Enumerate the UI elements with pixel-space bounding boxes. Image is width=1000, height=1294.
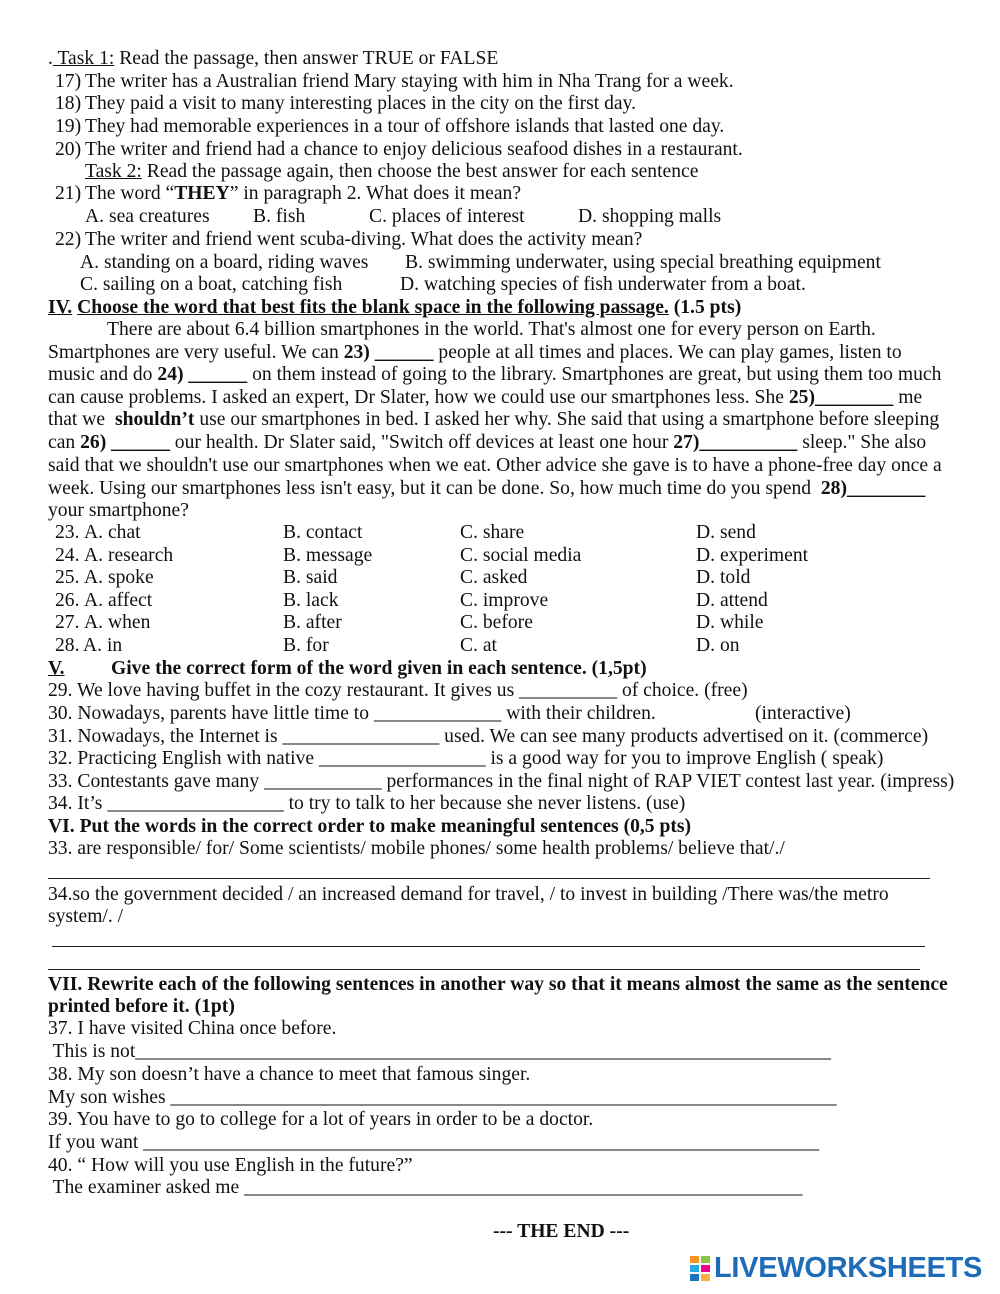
passage-line-7 bbox=[48, 455, 942, 477]
option-b: B. fish bbox=[253, 206, 306, 227]
liveworksheets-logo-text: LIVEWORKSHEETS bbox=[714, 1252, 983, 1284]
rewrite-question-39: 39. You have to go to college for a lot of years in order to be a doctor. bbox=[48, 1109, 594, 1130]
question-text: They paid a visit to many interesting places in the city on the first day. bbox=[85, 93, 637, 114]
passage-line-8 bbox=[48, 478, 925, 500]
answer-blank-26[interactable]: 26) ______ bbox=[80, 432, 170, 453]
task1-instruction: Read the passage, then answer TRUE or FALSE bbox=[114, 48, 499, 69]
question-text: 34. It’s bbox=[48, 793, 108, 814]
passage-text: week. Using our smartphones less isn't easy, but it can be done. So, how much time do you spend bbox=[48, 478, 821, 499]
word-form-question-32 bbox=[48, 748, 883, 770]
passage-line-4 bbox=[48, 387, 922, 409]
cloze-options-25 bbox=[0, 567, 1000, 589]
section-title: Give the correct form of the word given in each sentence. (1,5pt) bbox=[111, 658, 647, 679]
question-text: to try to talk to her because she never listens. (use) bbox=[283, 793, 686, 814]
option-number: 23. bbox=[55, 522, 80, 543]
question-text: The writer and friend had a chance to enjoy delicious seafood dishes in a restaurant. bbox=[85, 139, 743, 160]
question-number: 17) bbox=[55, 71, 82, 92]
passage-text: said that we shouldn't use our smartphones when we eat. Other advice she gave is to have a phone-free day once a bbox=[48, 455, 942, 476]
passage-line-9 bbox=[48, 500, 189, 522]
passage-text: sleep." She also bbox=[797, 432, 927, 453]
question-body bbox=[48, 703, 656, 725]
reorder-question-34-continued: system/. / bbox=[48, 906, 124, 927]
option-a: A. in bbox=[83, 635, 123, 656]
tf-question-18 bbox=[55, 93, 636, 115]
answer-prompt: If you want bbox=[48, 1132, 144, 1153]
passage-text: our health. Dr Slater said, "Switch off devices at least one hour bbox=[169, 432, 674, 453]
section-numeral: IV. bbox=[48, 297, 73, 318]
mc-options-22-row2 bbox=[0, 274, 1000, 296]
rewrite-answer-39 bbox=[48, 1132, 819, 1154]
option-c: C. before bbox=[460, 612, 533, 633]
option-d: D. shopping malls bbox=[578, 206, 722, 227]
answer-blank-25[interactable]: 25)________ bbox=[788, 387, 894, 408]
task2-heading bbox=[85, 161, 698, 183]
liveworksheets-logo-icon bbox=[690, 1255, 710, 1281]
rewrite-answer-40 bbox=[48, 1177, 802, 1199]
word-form-question-29 bbox=[48, 680, 748, 702]
option-c: C. share bbox=[460, 522, 525, 543]
question-text: The word “ bbox=[85, 183, 175, 204]
passage-text: Smartphones are very useful. We can bbox=[48, 342, 344, 363]
passage-text: that we bbox=[48, 409, 115, 430]
passage-text: can cause problems. I asked an expert, Dr Slater, how we could use our smartphones less. She bbox=[48, 387, 789, 408]
answer-blank[interactable]: _______________________________________________________________________ bbox=[135, 1041, 831, 1062]
question-text: The writer has a Australian friend Mary staying with him in Nha Trang for a week. bbox=[85, 71, 734, 92]
answer-line[interactable] bbox=[48, 969, 920, 970]
question-text: used. We can see many products advertised on it. (commerce) bbox=[439, 726, 929, 747]
option-d: D. attend bbox=[696, 590, 768, 611]
reorder-question-33: 33. are responsible/ for/ Some scientists/ mobile phones/ some health problems/ believe that/./ bbox=[48, 838, 785, 859]
option-b: B. swimming underwater, using special breathing equipment bbox=[405, 252, 881, 273]
question-text: of choice. (free) bbox=[617, 680, 748, 701]
option-number: 24. bbox=[55, 545, 80, 566]
word-hint: (interactive) bbox=[755, 703, 851, 724]
option-c: C. improve bbox=[460, 590, 549, 611]
question-text: ” in paragraph 2. What does it mean? bbox=[229, 183, 522, 204]
option-number: 26. bbox=[55, 590, 80, 611]
question-text: 29. We love having buffet in the cozy restaurant. It gives us bbox=[48, 680, 520, 701]
option-number: 27. bbox=[55, 612, 80, 633]
mc-question-21 bbox=[55, 183, 521, 205]
answer-blank[interactable]: ____________ bbox=[264, 771, 382, 792]
answer-blank[interactable]: ________________ bbox=[282, 726, 440, 747]
word-form-question-34 bbox=[48, 793, 685, 815]
answer-prompt: This is not bbox=[48, 1041, 136, 1062]
section7-heading: VII. Rewrite each of the following sentences in another way so that it means almost the same as the sentence bbox=[48, 974, 948, 995]
tf-question-20 bbox=[55, 139, 743, 161]
cloze-options-24 bbox=[0, 545, 1000, 567]
passage-text: music and do bbox=[48, 364, 158, 385]
question-text: is a good way for you to improve English ( speak) bbox=[485, 748, 884, 769]
section-numeral: V. bbox=[48, 658, 65, 679]
word-form-question-30 bbox=[0, 703, 1000, 725]
section5-heading bbox=[0, 658, 1000, 680]
option-number: 28. bbox=[55, 635, 80, 656]
passage-text: people at all times and places. We can play games, listen to bbox=[433, 342, 902, 363]
option-a: A. affect bbox=[84, 590, 153, 611]
option-number: 25. bbox=[55, 567, 80, 588]
answer-blank[interactable]: _________________________________________________________ bbox=[244, 1177, 803, 1198]
cloze-options-23 bbox=[0, 522, 1000, 544]
rewrite-question-37: 37. I have visited China once before. bbox=[48, 1018, 337, 1039]
answer-blank[interactable]: _________________ bbox=[319, 748, 486, 769]
mc-question-22 bbox=[55, 229, 642, 251]
question-text: They had memorable experiences in a tour of offshore islands that lasted one day. bbox=[85, 116, 725, 137]
word-form-question-33 bbox=[48, 771, 954, 793]
rewrite-answer-38 bbox=[48, 1087, 837, 1109]
option-c: C. at bbox=[460, 635, 498, 656]
question-number: 21) bbox=[55, 183, 82, 204]
option-a: A. research bbox=[84, 545, 174, 566]
passage-line-3 bbox=[48, 364, 941, 386]
cloze-options-27 bbox=[0, 612, 1000, 634]
reorder-question-34: 34.so the government decided / an increased demand for travel, / to invest in building /There was/the metro bbox=[48, 884, 889, 905]
question-text: 30. Nowadays, parents have little time to bbox=[48, 703, 374, 724]
passage-line-5 bbox=[48, 409, 939, 431]
tf-question-17 bbox=[55, 71, 734, 93]
passage-emphasis: shouldn’t bbox=[114, 409, 195, 430]
question-text: with their children. bbox=[501, 703, 656, 724]
answer-blank-27[interactable]: 27)__________ bbox=[673, 432, 798, 453]
passage-text: your smartphone? bbox=[48, 500, 189, 521]
answer-blank-23[interactable]: 23) ______ bbox=[343, 342, 434, 363]
question-text: 33. Contestants gave many bbox=[48, 771, 265, 792]
passage-text: me bbox=[893, 387, 923, 408]
answer-blank[interactable]: __________ bbox=[519, 680, 618, 701]
question-keyword: THEY bbox=[174, 183, 230, 204]
answer-prompt: The examiner asked me bbox=[48, 1177, 245, 1198]
section6-heading: VI. Put the words in the correct order to make meaningful sentences (0,5 pts) bbox=[48, 816, 692, 837]
option-d: D. while bbox=[696, 612, 764, 633]
task1-label: Task 1: bbox=[52, 48, 115, 69]
word-form-question-31 bbox=[48, 726, 928, 748]
option-b: B. contact bbox=[283, 522, 363, 543]
question-text: The writer and friend went scuba-diving. What does the activity mean? bbox=[85, 229, 643, 250]
option-d: D. told bbox=[696, 567, 751, 588]
passage-line-6 bbox=[48, 432, 926, 454]
option-c: C. sailing on a boat, catching fish bbox=[80, 274, 343, 295]
option-d: D. experiment bbox=[696, 545, 809, 566]
option-a: A. standing on a board, riding waves bbox=[80, 252, 369, 273]
option-b: B. said bbox=[283, 567, 338, 588]
option-b: B. for bbox=[283, 635, 329, 656]
section4-heading bbox=[48, 297, 741, 319]
option-b: B. after bbox=[283, 612, 342, 633]
section-title: Choose the word that best fits the blank space in the following passage. bbox=[77, 297, 669, 318]
answer-blank[interactable]: _____________________________________________________________________ bbox=[143, 1132, 820, 1153]
passage-text: on them instead of going to the library. Smartphones are great, but using them too much bbox=[247, 364, 942, 385]
question-number: 19) bbox=[55, 116, 82, 137]
question-number: 18) bbox=[55, 93, 82, 114]
question-text: 32. Practicing English with native bbox=[48, 748, 320, 769]
option-a: A. chat bbox=[84, 522, 141, 543]
rewrite-question-38: 38. My son doesn’t have a chance to meet that famous singer. bbox=[48, 1064, 531, 1085]
task1-heading bbox=[48, 48, 498, 70]
rewrite-question-40: 40. “ How will you use English in the future?” bbox=[48, 1155, 413, 1176]
section-points: (1.5 pts) bbox=[668, 297, 742, 318]
passage-text: can bbox=[48, 432, 81, 453]
mc-options-21 bbox=[0, 206, 1000, 228]
answer-line[interactable] bbox=[48, 878, 930, 879]
question-text: performances in the final night of RAP VIET contest last year. (impress) bbox=[381, 771, 955, 792]
answer-blank-28[interactable]: 28)________ bbox=[820, 478, 926, 499]
passage-text: use our smartphones in bed. I asked her why. She said that using a smartphone before sleeping bbox=[194, 409, 940, 430]
option-c: C. places of interest bbox=[369, 206, 525, 227]
option-a: A. spoke bbox=[84, 567, 154, 588]
option-b: B. lack bbox=[283, 590, 339, 611]
cloze-options-28 bbox=[0, 635, 1000, 657]
passage-text: There are about 6.4 billion smartphones in the world. That's almost one for every person on Earth. bbox=[107, 319, 876, 340]
option-d: D. send bbox=[696, 522, 756, 543]
tf-question-19 bbox=[55, 116, 724, 138]
question-text: 31. Nowadays, the Internet is bbox=[48, 726, 283, 747]
answer-line[interactable] bbox=[52, 946, 925, 947]
question-number: 20) bbox=[55, 139, 82, 160]
section7-heading-continued: printed before it. (1pt) bbox=[48, 996, 235, 1017]
option-a: A. when bbox=[84, 612, 151, 633]
task2-instruction: Read the passage again, then choose the best answer for each sentence bbox=[141, 161, 699, 182]
question-number: 22) bbox=[55, 229, 82, 250]
option-b: B. message bbox=[283, 545, 373, 566]
passage-line-1 bbox=[107, 319, 876, 341]
option-d: D. watching species of fish underwater from a boat. bbox=[400, 274, 806, 295]
answer-prompt: My son wishes bbox=[48, 1087, 171, 1108]
answer-blank[interactable]: __________________ bbox=[107, 793, 284, 814]
task2-label: Task 2: bbox=[85, 161, 142, 182]
passage-line-2 bbox=[48, 342, 902, 364]
answer-blank-24[interactable]: 24) ______ bbox=[157, 364, 248, 385]
cloze-options-26 bbox=[0, 590, 1000, 612]
answer-blank[interactable]: ____________________________________________________________________ bbox=[170, 1087, 837, 1108]
answer-blank[interactable]: _____________ bbox=[373, 703, 502, 724]
option-d: D. on bbox=[696, 635, 740, 656]
task1-prefix: . bbox=[48, 48, 53, 69]
liveworksheets-logo bbox=[690, 1253, 982, 1283]
end-marker: --- THE END --- bbox=[493, 1221, 630, 1242]
option-c: C. asked bbox=[460, 567, 528, 588]
rewrite-answer-37 bbox=[48, 1041, 831, 1063]
mc-options-22-row1 bbox=[0, 252, 1000, 274]
option-a: A. sea creatures bbox=[85, 206, 210, 227]
option-c: C. social media bbox=[460, 545, 582, 566]
